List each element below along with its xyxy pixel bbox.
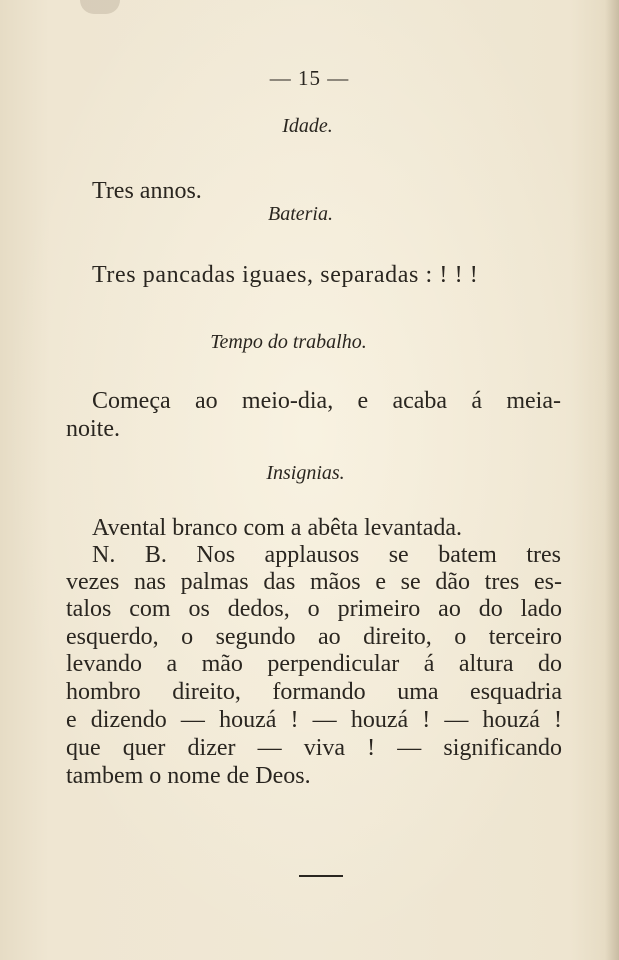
text-avental: Avental branco com a abêta levantada. — [92, 515, 463, 541]
text-bateria: Tres pancadas iguaes, separadas : ! ! ! — [92, 262, 479, 288]
heading-tempo: Tempo do trabalho. — [210, 331, 367, 353]
nb-line-1: N. B. Nos applausos se batem tres — [92, 542, 561, 568]
nb-line-6: hombro direito, formando uma esquadria — [66, 679, 562, 705]
heading-insignias: Insignias. — [266, 462, 345, 484]
text-tempo-line2: noite. — [66, 416, 120, 442]
nb-line-8: que quer dizer — viva ! — significando — [66, 735, 562, 761]
text-idade: Tres annos. — [92, 178, 202, 204]
nb-line-3: talos com os dedos, o primeiro ao do lado — [66, 596, 562, 622]
closing-rule — [299, 875, 343, 877]
nb-line-9: tambem o nome de Deos. — [66, 763, 311, 789]
heading-bateria: Bateria. — [268, 203, 333, 225]
paper-stain — [80, 0, 120, 14]
nb-line-5: levando a mão perpendicular á altura do — [66, 651, 562, 677]
nb-line-2: vezes nas palmas das mãos e se dão tres es- — [66, 569, 562, 595]
text-tempo-line1: Começa ao meio-dia, e acaba á meia- — [92, 388, 561, 414]
heading-idade: Idade. — [282, 115, 333, 137]
nb-line-4: esquerdo, o segundo ao direito, o terceiro — [66, 624, 562, 650]
nb-line-7: e dizendo — houzá ! — houzá ! — houzá ! — [66, 707, 562, 733]
page-number: — 15 — — [269, 66, 350, 90]
